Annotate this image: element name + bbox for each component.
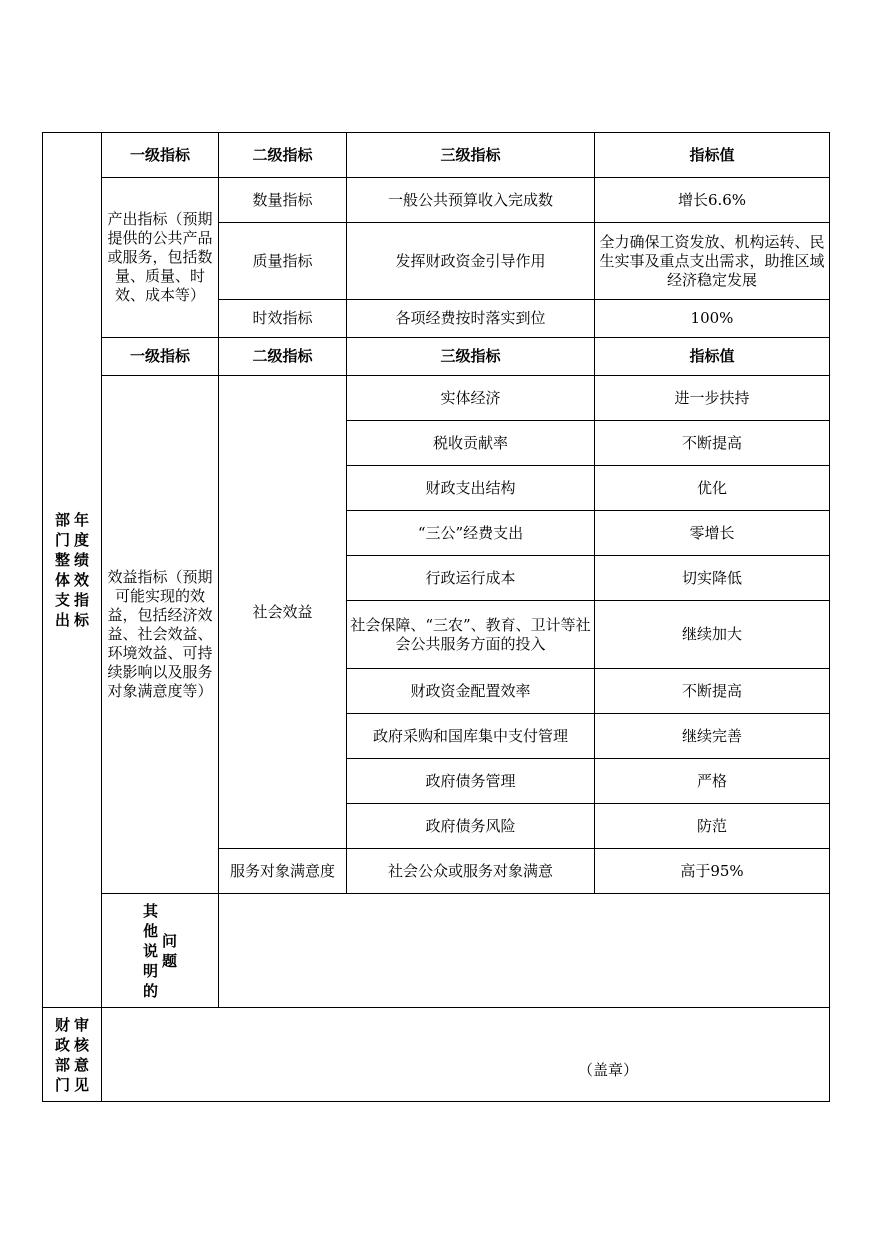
output-value-1: 全力确保工资发放、机构运转、民生实事及重点支出需求，助推区域经济稳定发展 (595, 223, 830, 300)
social-benefit-label: 社会效益 (219, 376, 347, 849)
header2-level3: 三级指标 (347, 338, 595, 376)
other-notes-col2: 问题 (161, 931, 177, 970)
output-level2-2: 时效指标 (219, 300, 347, 338)
social-level3-6: 财政资金配置效率 (347, 669, 595, 714)
header-value: 指标值 (595, 133, 830, 178)
social-value-4: 切实降低 (595, 556, 830, 601)
header-level2: 二级指标 (219, 133, 347, 178)
header-level1: 一级指标 (102, 133, 219, 178)
stamp-label: （盖章） (578, 1061, 639, 1079)
social-value-7: 继续完善 (595, 714, 830, 759)
output-level3-1: 发挥财政资金引导作用 (347, 223, 595, 300)
header-level3: 三级指标 (347, 133, 595, 178)
header2-value: 指标值 (595, 338, 830, 376)
review-content (102, 1008, 830, 1102)
social-level3-9: 政府债务风险 (347, 804, 595, 849)
social-level3-0: 实体经济 (347, 376, 595, 421)
output-level3-0: 一般公共预算收入完成数 (347, 178, 595, 223)
other-notes-label-cell (102, 894, 219, 1008)
benefit-indicator-label: 效益指标（预期可能实现的效益，包括经济效益、社会效益、环境效益、可持续影响以及服务对象满意度等） (107, 568, 213, 700)
left-label-cell (43, 133, 102, 1008)
header2-level1: 一级指标 (102, 338, 219, 376)
satisfaction-level3: 社会公众或服务对象满意 (347, 849, 595, 894)
benefit-indicator-cell (102, 376, 219, 894)
social-value-0: 进一步扶持 (595, 376, 830, 421)
output-value-0: 增长6.6% (595, 178, 830, 223)
social-value-3: 零增长 (595, 511, 830, 556)
header2-level2: 二级指标 (219, 338, 347, 376)
other-notes-col1: 其他说明的 (142, 901, 158, 1000)
social-level3-7: 政府采购和国库集中支付管理 (347, 714, 595, 759)
social-value-8: 严格 (595, 759, 830, 804)
social-value-5: 继续加大 (595, 601, 830, 669)
social-level3-3: “三公”经费支出 (347, 511, 595, 556)
social-level3-8: 政府债务管理 (347, 759, 595, 804)
review-col2: 审核意见 (73, 1015, 89, 1094)
satisfaction-value: 高于95% (595, 849, 830, 894)
output-indicator-cell (102, 178, 219, 338)
social-level3-1: 税收贡献率 (347, 421, 595, 466)
other-notes-content (219, 894, 830, 1008)
output-level2-0: 数量指标 (219, 178, 347, 223)
output-value-2: 100% (595, 300, 830, 338)
social-value-2: 优化 (595, 466, 830, 511)
social-level3-5: 社会保障、“三农”、教育、卫计等社会公共服务方面的投入 (347, 601, 595, 669)
social-level3-2: 财政支出结构 (347, 466, 595, 511)
performance-table (42, 132, 830, 1102)
output-level2-1: 质量指标 (219, 223, 347, 300)
social-level3-4: 行政运行成本 (347, 556, 595, 601)
review-col1: 财政部门 (54, 1015, 70, 1094)
social-value-6: 不断提高 (595, 669, 830, 714)
output-indicator-label: 产出指标（预期提供的公共产品或服务，包括数量、质量、时效、成本等） (107, 210, 213, 304)
social-value-9: 防范 (595, 804, 830, 849)
left-label-col2: 年度绩效指标 (73, 511, 89, 629)
review-label-cell (43, 1008, 102, 1102)
output-level3-2: 各项经费按时落实到位 (347, 300, 595, 338)
satisfaction-level2: 服务对象满意度 (219, 849, 347, 894)
left-label-col1: 部门整体支出 (54, 511, 70, 629)
social-value-1: 不断提高 (595, 421, 830, 466)
